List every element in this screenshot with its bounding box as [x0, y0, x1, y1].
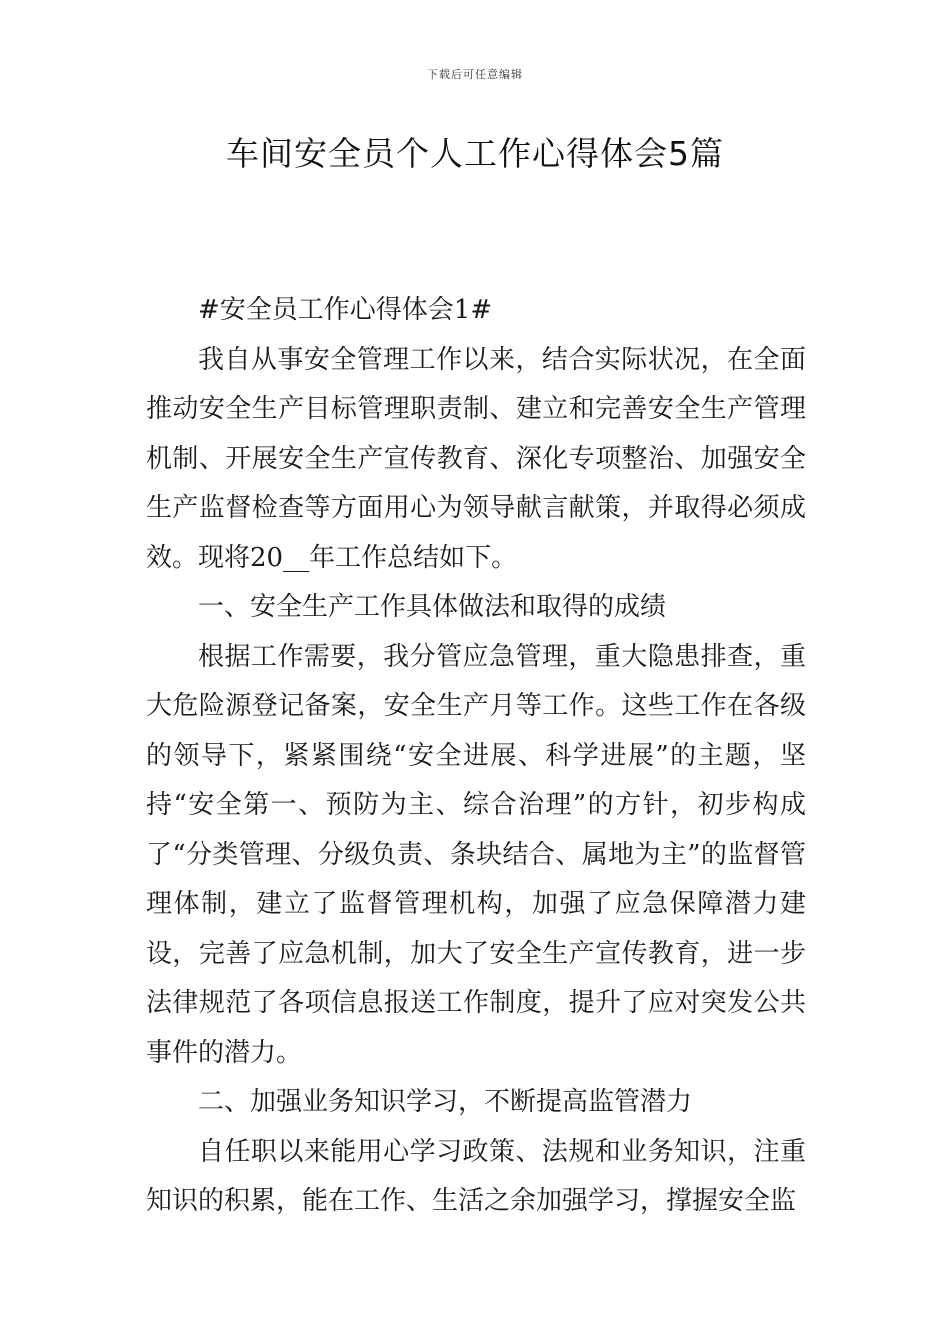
section-heading-1: 一、安全生产工作具体做法和取得的成绩	[198, 592, 667, 622]
document-body	[146, 286, 806, 1227]
section-heading-2: 二、加强业务知识学习，不断提高监管潜力	[198, 1087, 693, 1117]
header-note: 下载后可任意编辑	[427, 68, 523, 81]
document-title: 车间安全员个人工作心得体会5篇	[226, 134, 724, 173]
intro-paragraph: 我自从事安全管理工作以来，结合实际状况，在全面推动安全生产目标管理职责制、建立和完善安全生产管理机制、开展安全生产宣传教育、深化专项整治、加强安全生产监督检查等方面用心为领导献言献策，并取得必须成效。现将20__年工作总结如下。	[146, 344, 806, 573]
body-paragraph-1: 根据工作需要，我分管应急管理，重大隐患排查，重大危险源登记备案，安全生产月等工作。这些工作在各级的领导下，紧紧围绕“安全进展、科学进展”的主题，坚持“安全第一、预防为主、综合治理”的方针，初步构成了“分类管理、分级负责、条块结合、属地为主”的监督管理体制，建立了监督管理机构，加强了应急保障潜力建设，完善了应急机制，加大了安全生产宣传教育，进一步法律规范了各项信息报送工作制度，提升了应对突发公共事件的潜力。	[146, 641, 806, 1068]
body-paragraph-2: 自任职以来能用心学习政策、法规和业务知识，注重知识的积累，能在工作、生活之余加强学习，撑握安全监	[146, 1136, 806, 1216]
section-marker: #安全员工作心得体会1#	[198, 295, 493, 325]
